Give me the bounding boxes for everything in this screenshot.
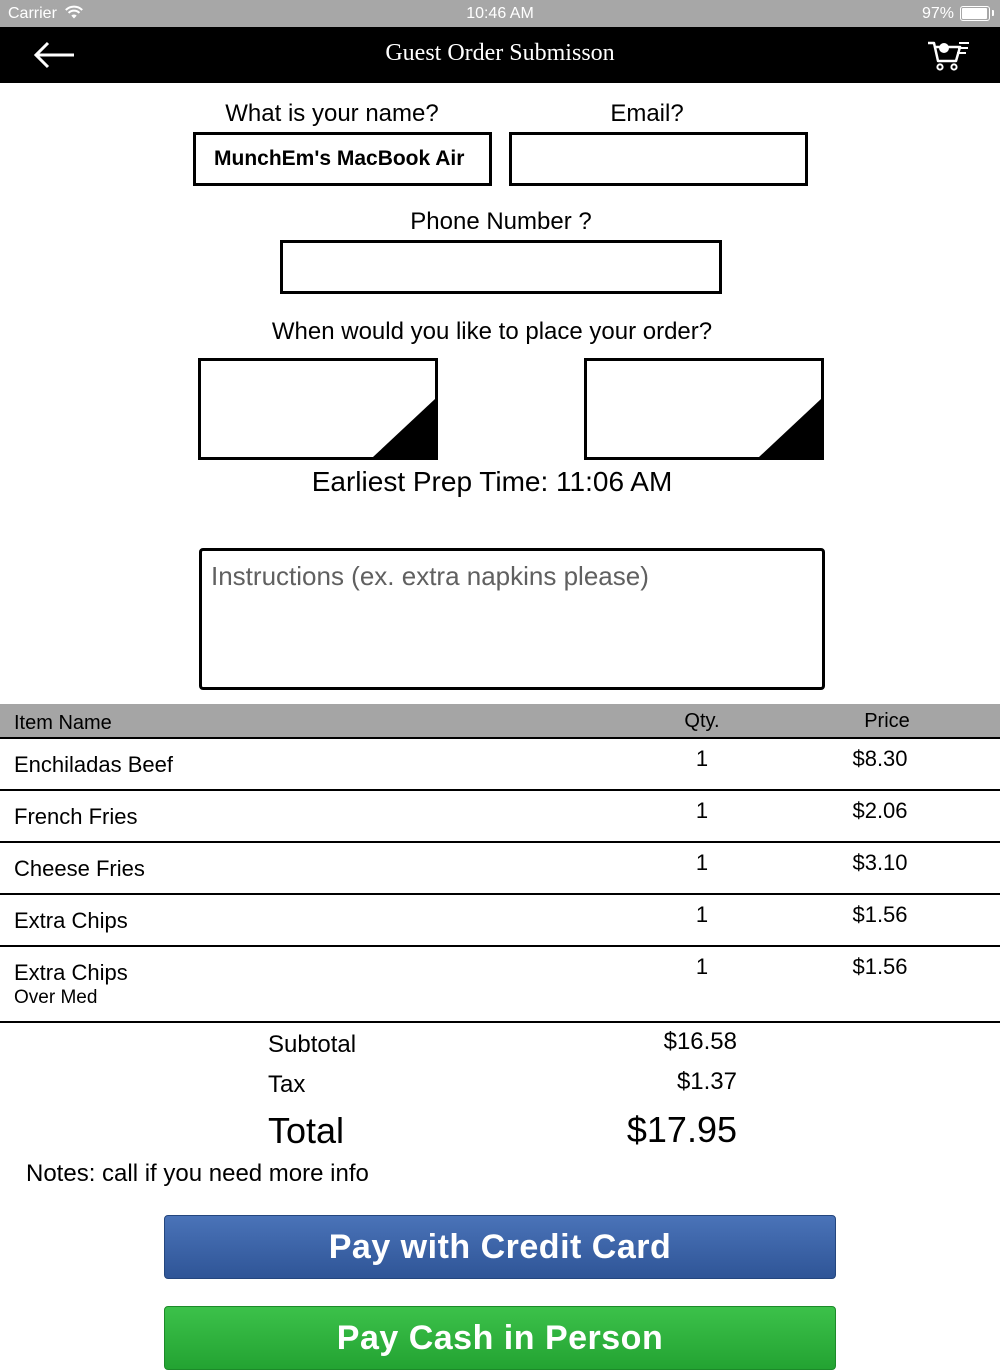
total-label: Total	[268, 1110, 345, 1151]
nav-bar	[0, 27, 1000, 83]
item-price: $1.56	[852, 954, 908, 979]
item-price: $1.56	[852, 902, 908, 927]
item-price: $3.10	[852, 850, 908, 875]
item-qty: 1	[695, 954, 709, 979]
page-title: Guest Order Submisson	[385, 40, 615, 66]
table-row	[0, 947, 1000, 1023]
instructions-input[interactable]	[202, 551, 822, 687]
table-row	[0, 895, 1000, 947]
order-table-header	[0, 704, 1000, 739]
total-value: $17.95	[626, 1109, 737, 1150]
item-name: Extra Chips	[14, 908, 128, 933]
battery-level	[962, 8, 987, 19]
table-row	[0, 843, 1000, 895]
phone-label: Phone Number ?	[410, 208, 592, 235]
header-price: Price	[864, 710, 910, 732]
battery-icon	[960, 6, 990, 21]
item-qty: 1	[695, 746, 709, 771]
item-modifier: Over Med	[14, 987, 98, 1008]
pay-cash-button[interactable]: Pay Cash in Person	[164, 1306, 836, 1370]
cart-icon[interactable]	[924, 37, 972, 73]
subtotal-value: $16.58	[663, 1028, 737, 1055]
tax-value: $1.37	[676, 1068, 737, 1095]
header-qty: Qty.	[684, 710, 720, 732]
phone-field[interactable]	[280, 240, 722, 294]
table-row	[0, 791, 1000, 843]
phone-input[interactable]	[283, 243, 719, 291]
carrier-label: Carrier	[8, 5, 57, 22]
date-picker[interactable]	[198, 358, 438, 460]
status-bar	[0, 0, 1000, 27]
email-label: Email?	[610, 100, 684, 127]
pay-credit-card-button[interactable]: Pay with Credit Card	[164, 1215, 836, 1279]
clock: 10:46 AM	[466, 5, 534, 22]
item-qty: 1	[695, 850, 709, 875]
order-notes: Notes: call if you need more info	[26, 1160, 369, 1187]
item-name: French Fries	[14, 804, 138, 829]
item-name: Enchiladas Beef	[14, 752, 173, 777]
table-row	[0, 739, 1000, 791]
item-qty: 1	[695, 902, 709, 927]
instructions-field[interactable]	[199, 548, 825, 690]
order-time-label: When would you like to place your order?	[271, 318, 713, 345]
battery-percent: 97%	[921, 5, 954, 22]
name-label: What is your name?	[225, 100, 439, 127]
earliest-prep-time: Earliest Prep Time: 11:06 AM	[311, 466, 673, 497]
item-price: $2.06	[852, 798, 908, 823]
email-field[interactable]	[509, 132, 808, 186]
item-name: Cheese Fries	[14, 856, 145, 881]
tax-label: Tax	[268, 1071, 306, 1098]
item-qty: 1	[695, 798, 709, 823]
header-item-name: Item Name	[14, 712, 112, 734]
subtotal-label: Subtotal	[268, 1031, 357, 1058]
item-price: $8.30	[852, 746, 908, 771]
email-input[interactable]	[512, 135, 805, 183]
name-field[interactable]	[193, 132, 492, 186]
name-input[interactable]	[196, 135, 489, 183]
item-name: Extra Chips	[14, 960, 128, 985]
time-picker[interactable]	[584, 358, 824, 460]
